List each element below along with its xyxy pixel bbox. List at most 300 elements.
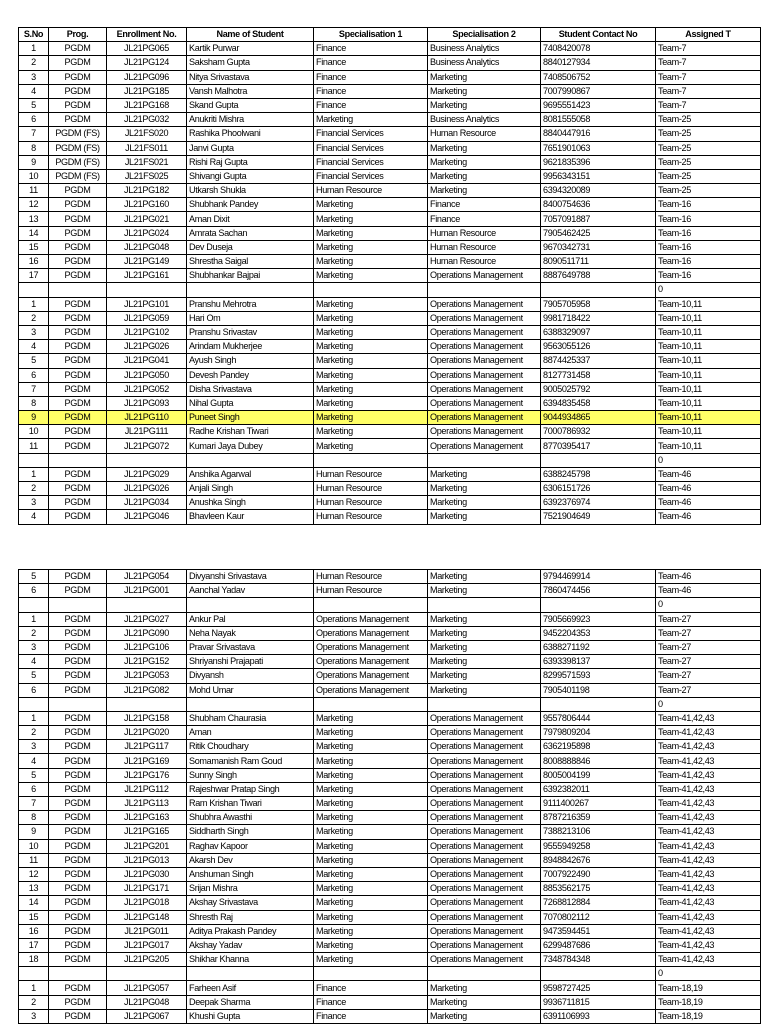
cell-spec2: Marketing — [428, 84, 541, 98]
cell-prog: PGDM — [49, 839, 107, 853]
cell-spec2: Operations Management — [428, 938, 541, 952]
cell-contact: 7408420078 — [541, 42, 656, 56]
cell-enrollment: JL21PG072 — [107, 439, 187, 453]
cell-team: Team-41,42,43 — [656, 711, 761, 725]
cell-prog: PGDM — [49, 255, 107, 269]
cell-spec1: Marketing — [314, 311, 428, 325]
cell-enrollment: JL21FS021 — [107, 155, 187, 169]
cell-name: Shubhra Awasthi — [187, 811, 314, 825]
cell-prog: PGDM — [49, 782, 107, 796]
table-row — [19, 839, 761, 853]
cell-contact: 9956343151 — [541, 169, 656, 183]
cell-enrollment: JL21PG096 — [107, 70, 187, 84]
cell-spec1: Financial Services — [314, 169, 428, 183]
cell-spec2 — [428, 967, 541, 981]
header-team: Assigned T — [656, 28, 761, 42]
cell-contact: 7268812884 — [541, 896, 656, 910]
cell-spec1 — [314, 967, 428, 981]
cell-spec2: Marketing — [428, 169, 541, 183]
cell-spec2: Human Resource — [428, 240, 541, 254]
cell-team: Team-25 — [656, 113, 761, 127]
cell-sno: 16 — [19, 924, 49, 938]
cell-contact: 9557806444 — [541, 711, 656, 725]
cell-prog: PGDM — [49, 70, 107, 84]
cell-contact: 6388329097 — [541, 325, 656, 339]
header-enrollment: Enrollment No. — [107, 28, 187, 42]
cell-enrollment: JL21FS020 — [107, 127, 187, 141]
cell-prog: PGDM — [49, 368, 107, 382]
table-row — [19, 697, 761, 711]
cell-prog: PGDM — [49, 98, 107, 112]
cell-spec2: Marketing — [428, 70, 541, 84]
cell-prog: PGDM — [49, 953, 107, 967]
cell-sno: 14 — [19, 896, 49, 910]
cell-contact — [541, 598, 656, 612]
cell-enrollment: JL21PG149 — [107, 255, 187, 269]
cell-name: Sunny Singh — [187, 768, 314, 782]
cell-team: Team-41,42,43 — [656, 853, 761, 867]
cell-spec1 — [314, 598, 428, 612]
table-row — [19, 226, 761, 240]
cell-team: Team-41,42,43 — [656, 740, 761, 754]
cell-name: Hari Om — [187, 311, 314, 325]
cell-contact: 9670342731 — [541, 240, 656, 254]
cell-enrollment: JL21PG054 — [107, 570, 187, 584]
table-row — [19, 283, 761, 297]
table-row — [19, 768, 761, 782]
table-row — [19, 169, 761, 183]
cell-name: Khushi Gupta — [187, 1009, 314, 1023]
cell-spec1: Operations Management — [314, 683, 428, 697]
cell-prog: PGDM — [49, 340, 107, 354]
table-row — [19, 811, 761, 825]
cell-contact: 9598727425 — [541, 981, 656, 995]
cell-contact: 6306151726 — [541, 482, 656, 496]
cell-enrollment: JL21PG171 — [107, 882, 187, 896]
cell-spec2 — [428, 697, 541, 711]
cell-team: Team-27 — [656, 612, 761, 626]
cell-prog: PGDM — [49, 325, 107, 339]
cell-sno: 10 — [19, 169, 49, 183]
cell-sno — [19, 598, 49, 612]
cell-name — [187, 283, 314, 297]
cell-name: Radhe Krishan Tiwari — [187, 425, 314, 439]
cell-contact: 7905705958 — [541, 297, 656, 311]
cell-spec1: Marketing — [314, 269, 428, 283]
cell-prog: PGDM — [49, 938, 107, 952]
cell-prog: PGDM — [49, 655, 107, 669]
cell-enrollment: JL21PG011 — [107, 924, 187, 938]
cell-enrollment: JL21PG111 — [107, 425, 187, 439]
cell-team: Team-16 — [656, 226, 761, 240]
cell-enrollment: JL21PG026 — [107, 482, 187, 496]
cell-prog: PGDM (FS) — [49, 141, 107, 155]
cell-team: Team-18,19 — [656, 1009, 761, 1023]
table-row — [19, 439, 761, 453]
cell-sno: 2 — [19, 995, 49, 1009]
cell-contact: 9981718422 — [541, 311, 656, 325]
cell-enrollment: JL21PG048 — [107, 995, 187, 1009]
cell-spec1: Marketing — [314, 411, 428, 425]
cell-name: Divyanshi Srivastava — [187, 570, 314, 584]
cell-name: Shubham Chaurasia — [187, 711, 314, 725]
cell-enrollment: JL21PG169 — [107, 754, 187, 768]
cell-sno: 4 — [19, 510, 49, 524]
table-row — [19, 510, 761, 524]
cell-spec2 — [428, 453, 541, 467]
table-row — [19, 155, 761, 169]
cell-enrollment: JL21PG018 — [107, 896, 187, 910]
table-row — [19, 995, 761, 1009]
cell-spec2: Marketing — [428, 683, 541, 697]
cell-name: Anshuman Singh — [187, 867, 314, 881]
cell-spec1: Marketing — [314, 297, 428, 311]
cell-contact: 8090511711 — [541, 255, 656, 269]
cell-team: Team-41,42,43 — [656, 811, 761, 825]
cell-spec1: Marketing — [314, 325, 428, 339]
table-row — [19, 467, 761, 481]
cell-spec2: Marketing — [428, 981, 541, 995]
cell-name: Shivangi Gupta — [187, 169, 314, 183]
cell-sno: 1 — [19, 467, 49, 481]
header-name: Name of Student — [187, 28, 314, 42]
table-row — [19, 882, 761, 896]
cell-sno: 10 — [19, 425, 49, 439]
cell-sno: 5 — [19, 768, 49, 782]
cell-contact: 7860474456 — [541, 584, 656, 598]
table-row — [19, 127, 761, 141]
cell-team: Team-18,19 — [656, 981, 761, 995]
cell-enrollment: JL21PG113 — [107, 797, 187, 811]
cell-contact: 7651901063 — [541, 141, 656, 155]
cell-spec2: Operations Management — [428, 439, 541, 453]
cell-spec2: Operations Management — [428, 924, 541, 938]
cell-team: Team-10,11 — [656, 411, 761, 425]
cell-spec1: Finance — [314, 70, 428, 84]
cell-prog: PGDM — [49, 297, 107, 311]
cell-spec2: Operations Management — [428, 368, 541, 382]
student-table-page-1 — [18, 27, 760, 525]
cell-prog: PGDM — [49, 896, 107, 910]
cell-name: Amrata Sachan — [187, 226, 314, 240]
cell-team: 0 — [656, 598, 761, 612]
cell-name: Kartik Purwar — [187, 42, 314, 56]
cell-team: Team-7 — [656, 42, 761, 56]
cell-spec2: Operations Management — [428, 411, 541, 425]
cell-enrollment: JL21PG112 — [107, 782, 187, 796]
cell-enrollment: JL21PG032 — [107, 113, 187, 127]
cell-enrollment: JL21PG101 — [107, 297, 187, 311]
cell-prog: PGDM — [49, 683, 107, 697]
cell-contact: 8874425337 — [541, 354, 656, 368]
cell-sno: 6 — [19, 584, 49, 598]
table-row — [19, 711, 761, 725]
cell-spec2: Operations Management — [428, 825, 541, 839]
cell-contact: 7007922490 — [541, 867, 656, 881]
cell-name: Somamanish Ram Goud — [187, 754, 314, 768]
cell-team: Team-46 — [656, 510, 761, 524]
header-contact: Student Contact No — [541, 28, 656, 42]
cell-enrollment: JL21PG030 — [107, 867, 187, 881]
cell-team: Team-7 — [656, 84, 761, 98]
cell-sno: 2 — [19, 626, 49, 640]
cell-enrollment: JL21PG110 — [107, 411, 187, 425]
cell-spec1: Operations Management — [314, 669, 428, 683]
cell-name: Akshay Yadav — [187, 938, 314, 952]
cell-prog: PGDM — [49, 411, 107, 425]
table-row — [19, 626, 761, 640]
cell-spec2: Operations Management — [428, 354, 541, 368]
table-row — [19, 1009, 761, 1023]
cell-spec2: Human Resource — [428, 226, 541, 240]
cell-team: Team-10,11 — [656, 340, 761, 354]
cell-enrollment — [107, 697, 187, 711]
cell-contact: 7905401198 — [541, 683, 656, 697]
cell-name: Saksham Gupta — [187, 56, 314, 70]
cell-contact — [541, 697, 656, 711]
cell-prog: PGDM — [49, 113, 107, 127]
cell-sno: 2 — [19, 726, 49, 740]
cell-prog: PGDM — [49, 882, 107, 896]
cell-contact: 6394320089 — [541, 184, 656, 198]
cell-spec2: Marketing — [428, 510, 541, 524]
cell-prog — [49, 453, 107, 467]
cell-sno: 8 — [19, 141, 49, 155]
cell-contact: 8770395417 — [541, 439, 656, 453]
cell-sno: 2 — [19, 311, 49, 325]
cell-spec1: Operations Management — [314, 655, 428, 669]
cell-team: Team-41,42,43 — [656, 768, 761, 782]
cell-name: Deepak Sharma — [187, 995, 314, 1009]
cell-spec2: Marketing — [428, 626, 541, 640]
cell-enrollment: JL21FS011 — [107, 141, 187, 155]
cell-contact: 8853562175 — [541, 882, 656, 896]
cell-spec2: Operations Management — [428, 269, 541, 283]
cell-contact: 6391106993 — [541, 1009, 656, 1023]
cell-name: Divyansh — [187, 669, 314, 683]
cell-enrollment — [107, 283, 187, 297]
cell-contact: 9005025792 — [541, 382, 656, 396]
cell-enrollment: JL21PG185 — [107, 84, 187, 98]
table-row — [19, 853, 761, 867]
cell-contact: 9044934865 — [541, 411, 656, 425]
cell-enrollment — [107, 598, 187, 612]
cell-spec1: Financial Services — [314, 127, 428, 141]
cell-contact: 7000786932 — [541, 425, 656, 439]
cell-contact: 9452204353 — [541, 626, 656, 640]
cell-spec1: Human Resource — [314, 570, 428, 584]
cell-enrollment: JL21PG024 — [107, 226, 187, 240]
cell-team: Team-16 — [656, 198, 761, 212]
cell-name: Shresth Raj — [187, 910, 314, 924]
cell-prog: PGDM — [49, 995, 107, 1009]
table-row — [19, 325, 761, 339]
cell-enrollment: JL21PG029 — [107, 467, 187, 481]
cell-sno: 8 — [19, 811, 49, 825]
cell-spec2: Human Resource — [428, 255, 541, 269]
table-row — [19, 570, 761, 584]
cell-contact: 7057091887 — [541, 212, 656, 226]
cell-prog: PGDM — [49, 482, 107, 496]
cell-prog: PGDM — [49, 311, 107, 325]
cell-team: Team-7 — [656, 70, 761, 84]
cell-name: Vansh Malhotra — [187, 84, 314, 98]
cell-spec1: Marketing — [314, 811, 428, 825]
cell-spec2: Operations Management — [428, 882, 541, 896]
cell-prog — [49, 598, 107, 612]
cell-enrollment: JL21PG048 — [107, 240, 187, 254]
cell-spec1: Finance — [314, 981, 428, 995]
cell-prog — [49, 283, 107, 297]
cell-enrollment: JL21PG117 — [107, 740, 187, 754]
cell-contact: 6393398137 — [541, 655, 656, 669]
cell-team: Team-16 — [656, 212, 761, 226]
cell-enrollment: JL21PG046 — [107, 510, 187, 524]
cell-spec1: Marketing — [314, 382, 428, 396]
cell-team: 0 — [656, 697, 761, 711]
table-row — [19, 938, 761, 952]
cell-spec2: Business Analytics — [428, 113, 541, 127]
cell-name: Nitya Srivastava — [187, 70, 314, 84]
cell-team: Team-41,42,43 — [656, 882, 761, 896]
cell-team: Team-25 — [656, 141, 761, 155]
cell-spec2: Operations Management — [428, 953, 541, 967]
cell-spec2: Operations Management — [428, 754, 541, 768]
cell-sno — [19, 967, 49, 981]
cell-spec1: Marketing — [314, 226, 428, 240]
cell-name: Akarsh Dev — [187, 853, 314, 867]
cell-spec1: Marketing — [314, 340, 428, 354]
student-table-page-2 — [18, 569, 760, 1024]
cell-enrollment: JL21PG026 — [107, 340, 187, 354]
cell-name: Skand Gupta — [187, 98, 314, 112]
table-row — [19, 425, 761, 439]
table-row — [19, 212, 761, 226]
cell-team: Team-46 — [656, 584, 761, 598]
cell-enrollment: JL21PG052 — [107, 382, 187, 396]
cell-name: Pranshu Mehrotra — [187, 297, 314, 311]
cell-prog: PGDM — [49, 669, 107, 683]
table-row — [19, 584, 761, 598]
cell-spec2: Human Resource — [428, 127, 541, 141]
cell-team: Team-41,42,43 — [656, 938, 761, 952]
cell-enrollment: JL21PG017 — [107, 938, 187, 952]
cell-enrollment: JL21PG158 — [107, 711, 187, 725]
cell-sno: 17 — [19, 938, 49, 952]
cell-spec2: Operations Management — [428, 396, 541, 410]
cell-team: Team-27 — [656, 683, 761, 697]
table-header — [19, 28, 761, 42]
cell-prog: PGDM — [49, 184, 107, 198]
cell-spec1: Human Resource — [314, 482, 428, 496]
cell-name: Aman Dixit — [187, 212, 314, 226]
cell-spec2: Operations Management — [428, 782, 541, 796]
table-row — [19, 311, 761, 325]
cell-prog: PGDM — [49, 212, 107, 226]
table-row — [19, 967, 761, 981]
cell-sno: 5 — [19, 669, 49, 683]
cell-enrollment — [107, 453, 187, 467]
cell-team: Team-41,42,43 — [656, 867, 761, 881]
cell-contact: 7521904649 — [541, 510, 656, 524]
cell-prog: PGDM — [49, 425, 107, 439]
cell-sno: 3 — [19, 496, 49, 510]
cell-name: Mohd Umar — [187, 683, 314, 697]
cell-contact: 8948842676 — [541, 853, 656, 867]
table-row — [19, 396, 761, 410]
cell-spec2: Operations Management — [428, 726, 541, 740]
cell-spec1: Finance — [314, 84, 428, 98]
cell-contact: 9794469914 — [541, 570, 656, 584]
cell-prog: PGDM — [49, 910, 107, 924]
cell-spec1: Marketing — [314, 853, 428, 867]
cell-sno: 11 — [19, 853, 49, 867]
cell-team: Team-25 — [656, 184, 761, 198]
cell-contact: 8081555058 — [541, 113, 656, 127]
cell-prog: PGDM — [49, 711, 107, 725]
cell-sno: 16 — [19, 255, 49, 269]
cell-sno: 5 — [19, 98, 49, 112]
cell-spec2: Operations Management — [428, 896, 541, 910]
cell-contact: 8840127934 — [541, 56, 656, 70]
cell-name: Dev Duseja — [187, 240, 314, 254]
cell-prog: PGDM — [49, 924, 107, 938]
cell-sno: 15 — [19, 240, 49, 254]
cell-team: Team-10,11 — [656, 325, 761, 339]
cell-team: Team-41,42,43 — [656, 797, 761, 811]
cell-spec2: Marketing — [428, 496, 541, 510]
cell-team: Team-46 — [656, 467, 761, 481]
cell-team: Team-41,42,43 — [656, 910, 761, 924]
cell-team: Team-7 — [656, 98, 761, 112]
cell-prog: PGDM — [49, 626, 107, 640]
cell-contact: 7905669923 — [541, 612, 656, 626]
cell-team: Team-41,42,43 — [656, 896, 761, 910]
cell-name: Farheen Asif — [187, 981, 314, 995]
cell-name: Siddharth Singh — [187, 825, 314, 839]
cell-spec2: Operations Management — [428, 867, 541, 881]
table-row — [19, 453, 761, 467]
cell-name: Kumari Jaya Dubey — [187, 439, 314, 453]
cell-spec1: Human Resource — [314, 467, 428, 481]
cell-team: Team-10,11 — [656, 311, 761, 325]
cell-enrollment: JL21PG124 — [107, 56, 187, 70]
cell-spec2: Operations Management — [428, 839, 541, 853]
cell-team: Team-25 — [656, 169, 761, 183]
cell-enrollment: JL21PG106 — [107, 640, 187, 654]
cell-name: Srijan Mishra — [187, 882, 314, 896]
cell-spec2: Operations Management — [428, 910, 541, 924]
cell-sno: 1 — [19, 612, 49, 626]
cell-sno: 3 — [19, 325, 49, 339]
header-sno: S.No — [19, 28, 49, 42]
cell-prog — [49, 967, 107, 981]
header-spec1: Specialisation 1 — [314, 28, 428, 42]
cell-name: Shikhar Khanna — [187, 953, 314, 967]
cell-spec1: Marketing — [314, 198, 428, 212]
cell-enrollment: JL21PG090 — [107, 626, 187, 640]
table-row — [19, 953, 761, 967]
cell-team: Team-16 — [656, 269, 761, 283]
cell-name: Devesh Pandey — [187, 368, 314, 382]
cell-prog: PGDM (FS) — [49, 155, 107, 169]
cell-enrollment: JL21PG168 — [107, 98, 187, 112]
cell-spec1: Marketing — [314, 368, 428, 382]
table-row — [19, 42, 761, 56]
cell-spec1 — [314, 453, 428, 467]
cell-sno: 1 — [19, 42, 49, 56]
cell-sno: 8 — [19, 396, 49, 410]
